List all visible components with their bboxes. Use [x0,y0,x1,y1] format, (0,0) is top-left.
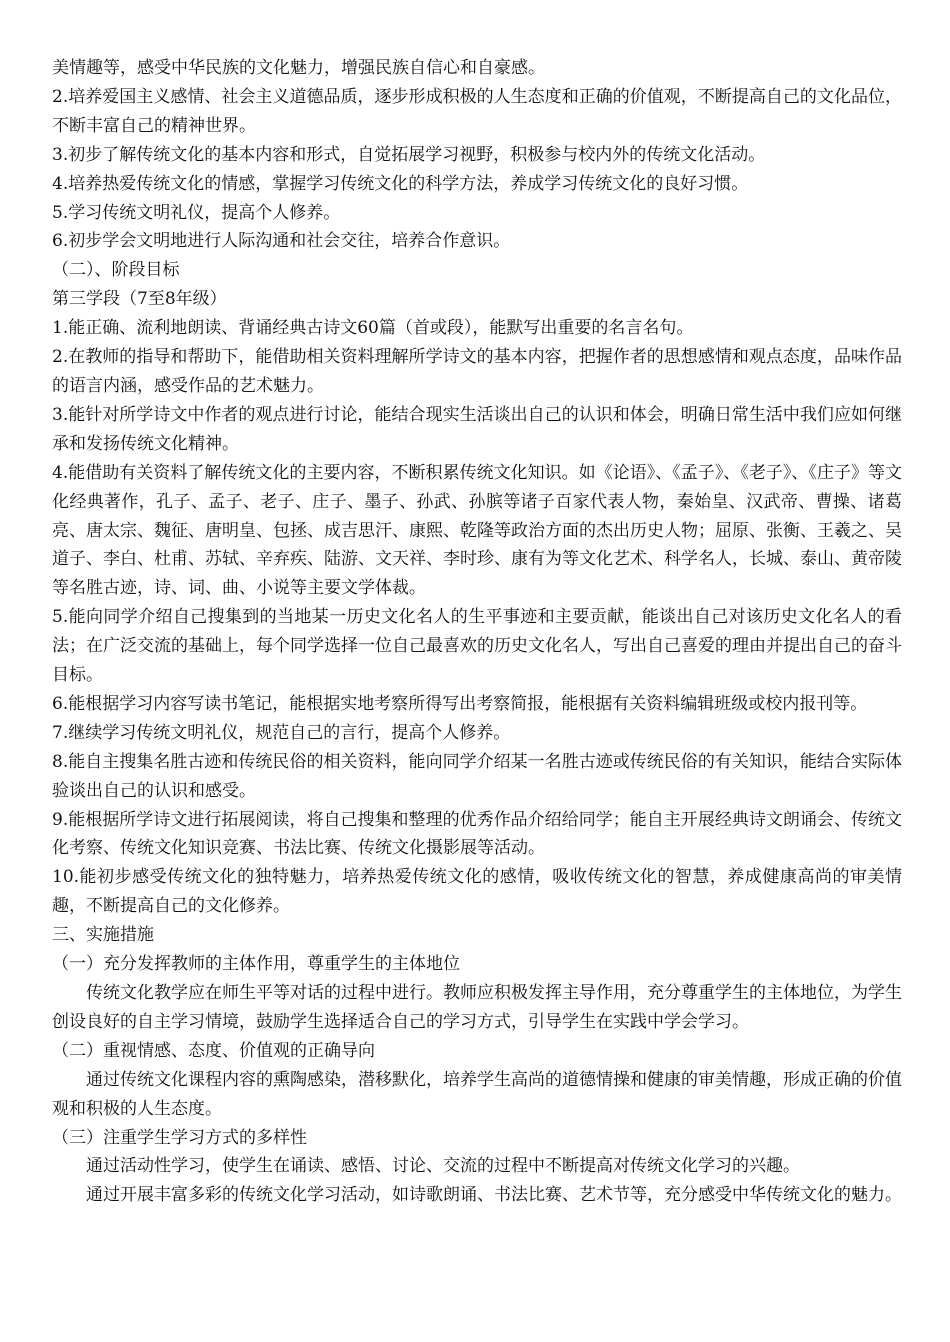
measure-3-title: （三）注重学生学习方式的多样性 [52,1127,307,1148]
stage-item-3: 3.能针对所学诗文中作者的观点进行讨论，能结合现实生活谈出自己的认识和体会，明确日常生活中我们应如何继承和发扬传统文化精神。 [52,404,902,454]
heading-stage-goals: （二）、阶段目标 [52,260,180,281]
stage-item-6: 6.能根据学习内容写读书笔记，能根据实地考察所得写出考察简报，能根据有关资料编辑班级或校内报刊等。 [52,693,868,714]
goal-item-5: 5.学习传统文明礼仪，提高个人修养。 [52,202,341,223]
stage-item-7: 7.继续学习传统文明礼仪，规范自己的言行，提高个人修养。 [52,722,511,743]
stage-item-10: 10.能初步感受传统文化的独特魅力，培养热爱传统文化的感情，吸收传统文化的智慧，养成健康高尚的审美情趣，不断提高自己的文化修养。 [52,867,902,917]
goal-item-2: 2.培养爱国主义感情、社会主义道德品质，逐步形成积极的人生态度和正确的价值观，不断提高自己的文化品位，不断丰富自己的精神世界。 [52,86,902,136]
stage-item-2: 2.在教师的指导和帮助下，能借助相关资料理解所学诗文的基本内容，把握作者的思想感情和观点态度，品味作品的语言内涵，感受作品的艺术魅力。 [52,347,902,396]
measure-2-title: （二）重视情感、态度、价值观的正确导向 [52,1040,375,1061]
stage-item-8: 8.能自主搜集名胜古迹和传统民俗的相关资料，能向同学介绍某一名胜古迹或传统民俗的有关知识，能结合实际体验谈出自己的认识和感受。 [52,751,902,801]
goal-item-4: 4.培养热爱传统文化的情感，掌握学习传统文化的科学方法，养成学习传统文化的良好习惯。 [52,173,749,194]
stage-item-5: 5.能向同学介绍自己搜集到的当地某一历史文化名人的生平事迹和主要贡献，能谈出自己对该历史文化名人的看法；在广泛交流的基础上，每个同学选择一位自己最喜欢的历史文化名人，写出自己喜爱的理由并提出自己的奋斗目标。 [52,607,902,686]
heading-grade-stage: 第三学段（7至8年级） [52,289,227,310]
measure-1-title: （一）充分发挥教师的主体作用，尊重学生的主体地位 [52,954,460,975]
goal-item-3: 3.初步了解传统文化的基本内容和形式，自觉拓展学习视野，积极参与校内外的传统文化活动。 [52,144,766,165]
paragraph-goal-continuation: 美情趣等，感受中华民族的文化魅力，增强民族自信心和自豪感。 [52,58,545,78]
measure-2-body: 通过传统文化课程内容的熏陶感染，潜移默化，培养学生高尚的道德情操和健康的审美情趣，形成正确的价值观和积极的人生态度。 [52,1069,902,1119]
goal-item-6: 6.初步学会文明地进行人际沟通和社会交往，培养合作意识。 [52,231,511,252]
measure-3-body-2: 通过开展丰富多彩的传统文化学习活动，如诗歌朗诵、书法比赛、艺术节等，充分感受中华传统文化的魅力。 [86,1185,902,1206]
heading-measures: 三、实施措施 [52,925,154,946]
measure-3-body-1: 通过活动性学习，使学生在诵读、感悟、讨论、交流的过程中不断提高对传统文化学习的兴趣。 [86,1156,800,1177]
stage-item-1: 1.能正确、流利地朗读、背诵经典古诗文60篇（首或段），能默写出重要的名言名句。 [52,318,694,339]
stage-item-4: 4.能借助有关资料了解传统文化的主要内容，不断积累传统文化知识。如《论语》、《孟子》、《老子》、《庄子》等文化经典著作，孔子、孟子、老子、庄子、墨子、孙武、孙膑等诸子百家代表人物，秦始皇、汉武帝、曹操、诸葛亮、唐太宗、魏征、唐明皇、包拯、成吉思汗、康熙、乾隆等政治方面的杰出历史人物；屈原、张衡、王羲之、吴道子、李白、杜甫、苏轼、辛弃疾、陆游、文天祥、李时珍、康有为等文化艺术、科学名人，长城、泰山、黄帝陵等名胜古迹，诗、词、曲、小说等主要文学体裁。 [52,462,902,599]
stage-item-9: 9.能根据所学诗文进行拓展阅读，将自己搜集和整理的优秀作品介绍给同学；能自主开展经典诗文朗诵会、传统文化考察、传统文化知识竞赛、书法比赛、传统文化摄影展等活动。 [52,809,902,859]
measure-1-body: 传统文化教学应在师生平等对话的过程中进行。教师应积极发挥主导作用，充分尊重学生的主体地位，为学生创设良好的自主学习情境，鼓励学生选择适合自己的学习方式，引导学生在实践中学会学习。 [52,983,902,1032]
